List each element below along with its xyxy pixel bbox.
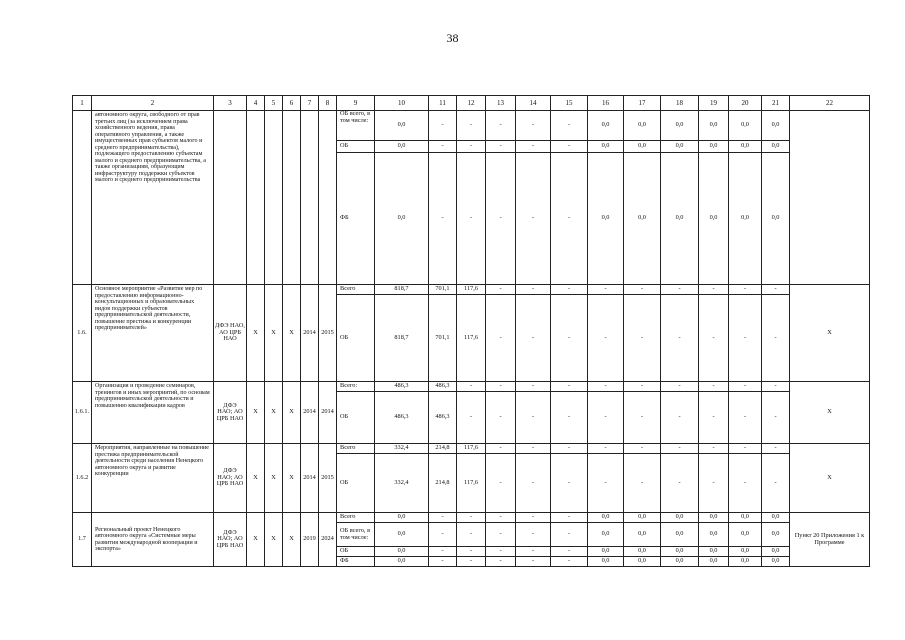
value-cell: - [457,547,486,557]
value-cell: - [699,382,729,392]
value-cell: 0,0 [729,513,762,523]
value-cell: - [729,285,762,295]
source-label: ФБ [337,153,375,285]
value-cell: - [699,295,729,382]
value-cell: - [516,392,551,444]
value-cell: 0,0 [699,153,729,285]
value-cell: - [699,285,729,295]
value-cell: 0,0 [661,547,699,557]
header-cell: 11 [429,96,457,111]
header-cell: 6 [283,96,301,111]
value-cell: 0,0 [624,557,661,567]
header-cell: 22 [790,96,870,111]
value-cell: - [551,111,588,141]
value-cell: 0,0 [375,547,429,557]
value-cell: - [486,444,516,454]
value-cell: 0,0 [661,153,699,285]
value-cell: - [457,513,486,523]
activity-description: автономного округа, свободного от прав третьих лиц (за исключением права хозяйственного ведения, права оперативного управления, а также имущественных прав субъектов малого и среднего предпринимательства), подлежащего предоставлению субъектам малого и среднего предпринимательства, а также организациям, образующим инфраструктуру поддержки субъектов малого и среднего предпринимательства [92,111,214,285]
value-cell: 0,0 [699,141,729,153]
value-cell: 818,7 [375,285,429,295]
value-cell: 0,0 [699,557,729,567]
value-cell: - [762,382,790,392]
header-cell: 3 [214,96,247,111]
value-cell: - [551,454,588,513]
value-cell: - [551,285,588,295]
value-cell: 0,0 [699,547,729,557]
end-year-cell: 2015 [319,444,337,513]
value-cell: - [551,513,588,523]
value-cell: - [516,444,551,454]
col4-cell: X [247,513,265,567]
col5-cell [265,111,283,285]
value-cell: - [762,444,790,454]
value-cell: - [516,547,551,557]
col5-cell: X [265,444,283,513]
page-number: 38 [446,31,459,45]
source-label: ОБ [337,392,375,444]
value-cell: - [429,523,457,547]
value-cell: - [551,382,588,392]
value-cell: - [661,444,699,454]
header-cell: 9 [337,96,375,111]
value-cell: 0,0 [624,547,661,557]
value-cell: 0,0 [762,141,790,153]
value-cell: - [588,392,624,444]
row-number-cell: 1.6.1. [73,382,92,444]
end-year-cell: 2015 [319,285,337,382]
start-year-cell: 2019 [301,513,319,567]
value-cell: - [486,513,516,523]
value-cell: 486,3 [429,382,457,392]
end-year-cell: 2024 [319,513,337,567]
value-cell: - [588,295,624,382]
value-cell: 0,0 [699,523,729,547]
header-cell: 1 [73,96,92,111]
value-cell: 0,0 [729,523,762,547]
col6-cell: X [283,285,301,382]
value-cell: 0,0 [624,523,661,547]
header-cell: 15 [551,96,588,111]
activity-description: Региональный проект Ненецкого автономного округа «Системные меры развития международной кооперации и экспорта» [92,513,214,567]
header-cell: 18 [661,96,699,111]
value-cell: - [551,141,588,153]
table-row [73,382,870,392]
value-cell: - [486,557,516,567]
value-cell: 486,3 [375,382,429,392]
value-cell: - [661,392,699,444]
value-cell: 117,6 [457,285,486,295]
value-cell: 0,0 [624,513,661,523]
value-cell: - [661,382,699,392]
value-cell: - [624,444,661,454]
value-cell: - [551,295,588,382]
col4-cell: X [247,285,265,382]
value-cell: 0,0 [624,111,661,141]
value-cell: - [486,392,516,444]
value-cell: - [516,454,551,513]
program-table [72,95,870,567]
value-cell: - [486,547,516,557]
header-cell: 14 [516,96,551,111]
value-cell: 0,0 [661,523,699,547]
row-number-cell: 1.6.2 [73,444,92,513]
source-label: ОБ [337,454,375,513]
value-cell: - [486,523,516,547]
value-cell: 214,8 [429,454,457,513]
value-cell: 0,0 [729,557,762,567]
header-cell: 20 [729,96,762,111]
value-cell: 486,3 [429,392,457,444]
col6-cell [283,111,301,285]
value-cell: - [457,141,486,153]
value-cell: 0,0 [624,153,661,285]
source-label: ОБ [337,141,375,153]
row-number-cell [73,111,92,285]
value-cell: 0,0 [661,557,699,567]
value-cell: 818,7 [375,295,429,382]
value-cell: - [486,141,516,153]
value-cell: - [624,295,661,382]
source-label: Всего [337,444,375,454]
value-cell: - [516,111,551,141]
value-cell: 0,0 [588,557,624,567]
activity-description: Организация и проведение семинаров, тренингов и иных мероприятий, по основам предпринимательской деятельности и повышению квалификации кадров [92,382,214,444]
value-cell: 0,0 [762,547,790,557]
value-cell: - [516,285,551,295]
executor-cell: ДФЭ НАО; АО ЦРБ НАО [214,382,247,444]
value-cell: - [729,392,762,444]
value-cell: 0,0 [661,111,699,141]
value-cell: - [699,444,729,454]
value-cell: - [762,392,790,444]
value-cell: - [624,392,661,444]
value-cell: - [729,454,762,513]
value-cell: - [624,382,661,392]
col5-cell: X [265,285,283,382]
end-year-cell [319,111,337,285]
source-label: ОБ [337,547,375,557]
value-cell: 0,0 [661,513,699,523]
value-cell: - [551,547,588,557]
header-cell: 13 [486,96,516,111]
value-cell: 0,0 [588,513,624,523]
value-cell: - [588,444,624,454]
table-row [73,111,870,141]
value-cell: - [516,153,551,285]
value-cell: - [486,295,516,382]
value-cell: - [624,285,661,295]
value-cell: - [429,513,457,523]
note-cell: X [790,285,870,382]
value-cell: 117,6 [457,444,486,454]
executor-cell [214,111,247,285]
end-year-cell: 2014 [319,382,337,444]
table-row [73,444,870,454]
value-cell: - [429,547,457,557]
value-cell: - [486,111,516,141]
activity-description: Основное мероприятие «Развитие мер по предоставлению информационно-консультационных и образовательных видов поддержки субъектов предпринимательской деятельности, повышение престижа и конкуренции предпринимателей» [92,285,214,382]
source-label: Всего: [337,382,375,392]
source-label: Всего [337,513,375,523]
value-cell: - [457,111,486,141]
value-cell: - [588,454,624,513]
col4-cell [247,111,265,285]
col6-cell: X [283,382,301,444]
value-cell: 117,6 [457,295,486,382]
note-cell: X [790,382,870,444]
activity-description: Мероприятия, направленные на повышение престижа предпринимательской деятельности среди населения Ненецкого автономного округа и развитие конкуренции [92,444,214,513]
value-cell: 701,1 [429,285,457,295]
value-cell: - [762,285,790,295]
value-cell: 0,0 [729,153,762,285]
col6-cell: X [283,513,301,567]
col4-cell: X [247,382,265,444]
table-row [73,513,870,523]
header-cell: 8 [319,96,337,111]
value-cell: 332,4 [375,454,429,513]
value-cell: 0,0 [729,141,762,153]
value-cell: 0,0 [624,141,661,153]
value-cell: 0,0 [762,153,790,285]
source-label: Всего [337,285,375,295]
value-cell: - [729,444,762,454]
source-label: ОБ всего, в том числе: [337,111,375,141]
value-cell: - [486,285,516,295]
source-label: ОБ [337,295,375,382]
value-cell: - [661,295,699,382]
col5-cell: X [265,513,283,567]
value-cell: - [457,523,486,547]
value-cell: - [516,513,551,523]
value-cell: 0,0 [588,523,624,547]
note-cell: Пункт 20 Приложения 1 к Программе [790,513,870,567]
value-cell: - [457,557,486,567]
col6-cell: X [283,444,301,513]
value-cell: 0,0 [762,513,790,523]
source-label: ОБ всего, в том числе: [337,523,375,547]
value-cell: 0,0 [375,557,429,567]
value-cell: - [457,382,486,392]
col4-cell: X [247,444,265,513]
value-cell: 0,0 [661,141,699,153]
value-cell: - [588,285,624,295]
value-cell: - [624,454,661,513]
value-cell: 0,0 [588,111,624,141]
value-cell: 0,0 [375,153,429,285]
header-cell: 16 [588,96,624,111]
value-cell: - [729,295,762,382]
start-year-cell: 2014 [301,285,319,382]
executor-cell: ДФЭ НАО; АО ЦРБ НАО [214,513,247,567]
value-cell: - [457,392,486,444]
header-cell: 4 [247,96,265,111]
value-cell: 0,0 [588,153,624,285]
value-cell: 332,4 [375,444,429,454]
row-number-cell: 1.7 [73,513,92,567]
value-cell: 0,0 [699,111,729,141]
value-cell: - [429,153,457,285]
note-cell: X [790,444,870,513]
value-cell: - [516,523,551,547]
value-cell: - [516,295,551,382]
executor-cell: ДФЭ НАО, АО ЦРБ НАО [214,285,247,382]
header-row [73,96,870,111]
note-cell [790,111,870,285]
value-cell: - [486,382,516,392]
value-cell: 0,0 [762,557,790,567]
value-cell: - [516,141,551,153]
value-cell: 0,0 [375,523,429,547]
value-cell: - [661,285,699,295]
executor-cell: ДФЭ НАО; АО ЦРБ НАО [214,444,247,513]
value-cell: - [516,557,551,567]
value-cell: - [429,141,457,153]
value-cell: - [588,382,624,392]
value-cell: 701,1 [429,295,457,382]
row-number-cell: 1.6. [73,285,92,382]
value-cell: - [699,392,729,444]
value-cell: - [762,454,790,513]
start-year-cell: 2014 [301,444,319,513]
value-cell: - [762,295,790,382]
value-cell: - [551,557,588,567]
table-row [73,285,870,295]
value-cell: 0,0 [375,111,429,141]
header-cell: 10 [375,96,429,111]
value-cell: 0,0 [699,513,729,523]
value-cell: - [457,153,486,285]
value-cell: - [661,454,699,513]
value-cell: 214,8 [429,444,457,454]
value-cell: 0,0 [762,111,790,141]
start-year-cell [301,111,319,285]
value-cell: - [729,382,762,392]
value-cell: - [486,153,516,285]
value-cell: - [551,153,588,285]
value-cell: 0,0 [729,111,762,141]
header-cell: 7 [301,96,319,111]
value-cell: 0,0 [588,547,624,557]
value-cell: 0,0 [375,513,429,523]
header-cell: 17 [624,96,661,111]
value-cell: 486,3 [375,392,429,444]
value-cell: 0,0 [588,141,624,153]
header-cell: 12 [457,96,486,111]
value-cell: - [551,444,588,454]
value-cell: - [699,454,729,513]
value-cell: 0,0 [729,547,762,557]
col5-cell: X [265,382,283,444]
source-label: ФБ [337,557,375,567]
value-cell: - [429,557,457,567]
header-cell: 19 [699,96,729,111]
value-cell: - [551,523,588,547]
header-cell: 5 [265,96,283,111]
header-cell: 21 [762,96,790,111]
value-cell: 117,6 [457,454,486,513]
start-year-cell: 2014 [301,382,319,444]
value-cell: - [486,454,516,513]
value-cell: - [429,111,457,141]
header-cell: 2 [92,96,214,111]
value-cell: 0,0 [375,141,429,153]
value-cell: 0,0 [762,523,790,547]
value-cell: - [516,382,551,392]
value-cell: - [551,392,588,444]
